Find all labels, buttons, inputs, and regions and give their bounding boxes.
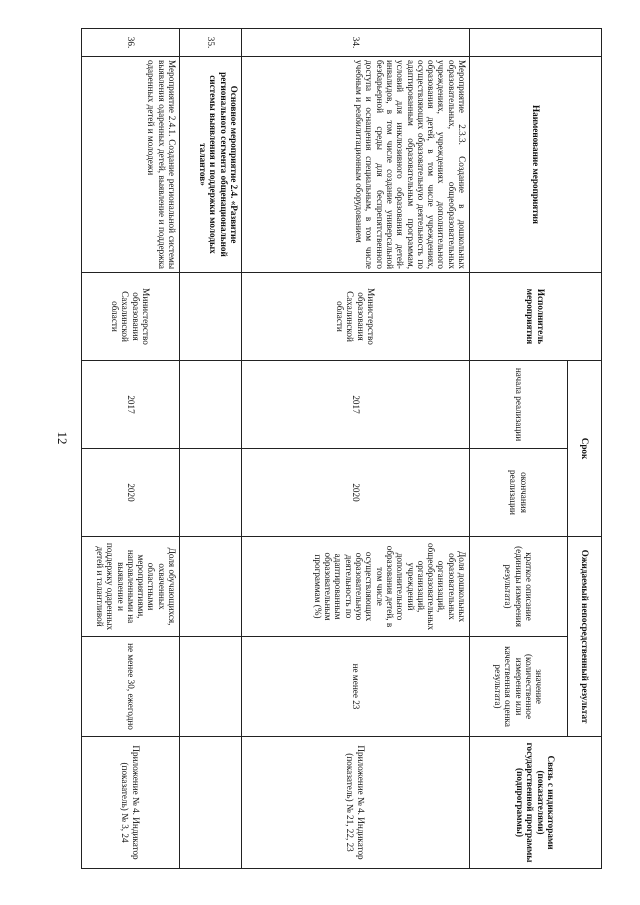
row-executor: Министерство образования Сахалинской области (82, 273, 180, 361)
page-number: 12 (55, 431, 70, 445)
row-indicator-link: Приложение № 4. Индикатор (показатель) № 3, 24 (82, 737, 180, 869)
row-start (180, 361, 242, 449)
table-rotation-wrapper (82, 28, 602, 868)
header-value: значение (количественное измерение или качественная оценка результата) (470, 637, 568, 737)
header-executor: Исполнитель мероприятия (470, 273, 602, 361)
row-indicator-link: Приложение № 4. Индикатор (показатель) № 21, 22, 23 (242, 737, 470, 869)
row-value (180, 637, 242, 737)
header-expected-result: Ожидаемый непосредственный результат (568, 537, 602, 737)
row-end: 2020 (82, 449, 180, 537)
header-number (470, 29, 602, 57)
row-value: не менее 30, ежегодно (82, 637, 180, 737)
header-end: окончания реализации (470, 449, 568, 537)
header-start: начала реализации (470, 361, 568, 449)
row-value: не менее 23 (242, 637, 470, 737)
row-end: 2020 (242, 449, 470, 537)
row-start: 2017 (82, 361, 180, 449)
header-term: Срок (568, 361, 602, 537)
row-executor (180, 273, 242, 361)
row-end (180, 449, 242, 537)
row-name: Мероприятие 2.4.1. Создание региональной системы выявления одаренных детей, выявление и поддержка одаренных детей и молодежи (82, 57, 180, 273)
table-row (82, 29, 180, 869)
row-short-description: Доля дошкольных образовательных организаций, общеобразовательных организаций, учреждений дополнительного образования детей, в том числе осуществляющих образовательную деятельность по адаптированным образовательным программам (%) (242, 537, 470, 637)
table-row (180, 29, 242, 869)
row-indicator-link (180, 737, 242, 869)
row-number: 36. (82, 29, 180, 57)
header-short-description: краткое описание (единицы измерения результата) (470, 537, 568, 637)
row-start: 2017 (242, 361, 470, 449)
header-row-1 (568, 29, 602, 869)
row-name: Основное мероприятие 2.4. «Развитие регионального сегмента общенациональной системы выявления и поддержки молодых талантов» (180, 57, 242, 273)
row-number: 34. (242, 29, 470, 57)
header-name: Наименование мероприятия (470, 57, 602, 273)
row-number: 35. (180, 29, 242, 57)
row-name: Мероприятие 2.3.3. Создание в дошкольных образовательных, общеобразовательных учреждениях, учреждениях дополнительного образования детей, в том числе учреждениях, осуществляющих образовательную деятельность по адаптированным образовательным программам, условий для инклюзивного образования детей-инвалидов, в том числе создание универсальной безбарьерной среды для беспрепятственного доступа и оснащения специальным, в том числе учебным и реабилитационным оборудованием (242, 57, 470, 273)
row-executor: Министерство образования Сахалинской области (242, 273, 470, 361)
row-short-description (180, 537, 242, 637)
row-short-description: Доля обучающихся, охваченных областными мероприятиями, направленными на выявление и поддержку одаренных детей и талантливой (82, 537, 180, 637)
rotated-table-sheet (82, 28, 602, 868)
table-row (242, 29, 470, 869)
header-indicator-link: Связь с индикаторами (показателями) государственной программы (подпрограммы) (470, 737, 602, 869)
program-table (81, 28, 602, 869)
